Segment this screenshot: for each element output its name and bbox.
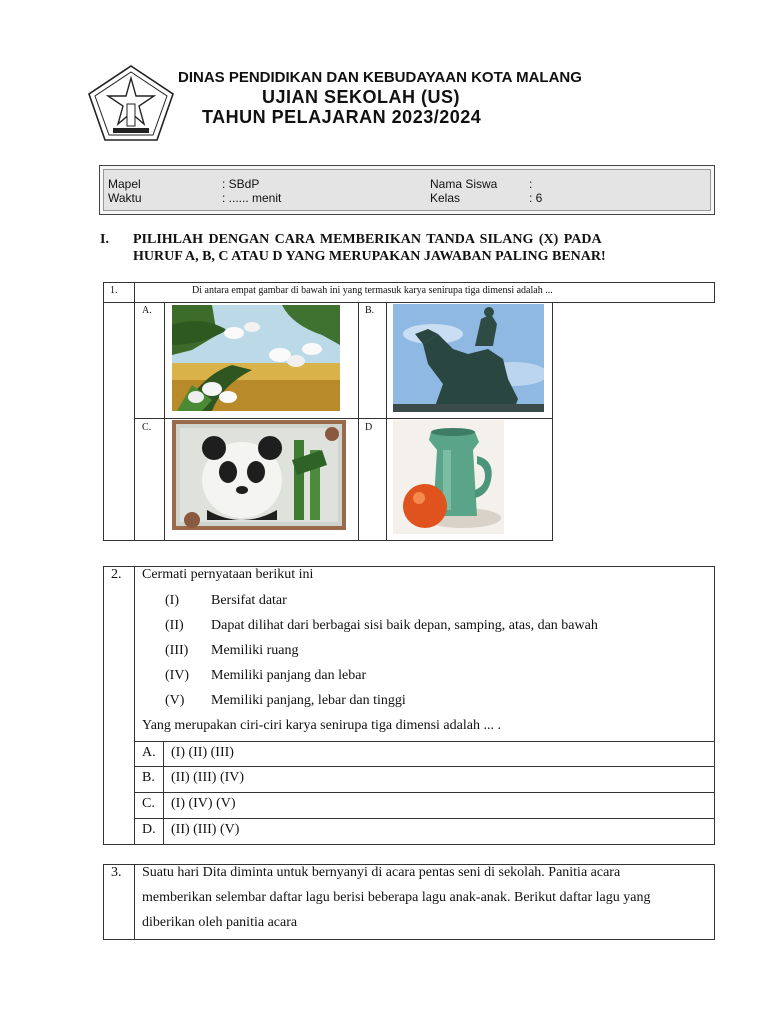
q3-number: 3. bbox=[111, 865, 122, 880]
kelas-value: : 6 bbox=[529, 191, 543, 205]
q3-line-2: memberikan selembar daftar lagu berisi beberapa lagu anak-anak. Berikut daftar lagu yang bbox=[142, 890, 651, 905]
nama-siswa-value: : bbox=[529, 177, 533, 191]
q2-intro: Cermati pernyataan berikut ini bbox=[142, 567, 314, 582]
q2-statement-1-text: Bersifat datar bbox=[211, 593, 287, 608]
q2-number: 2. bbox=[111, 567, 122, 582]
section-instruction-line1: PILIHLAH DENGAN CARA MEMBERIKAN TANDA SILANG (X) PADA bbox=[133, 232, 602, 247]
q2-option-c-text[interactable]: (I) (IV) (V) bbox=[171, 796, 236, 811]
q3-line-1: Suatu hari Dita diminta untuk bernyanyi di acara pentas seni di sekolah. Panitia acara bbox=[142, 865, 621, 880]
q2-option-a-text[interactable]: (I) (II) (III) bbox=[171, 745, 234, 760]
kelas-label: Kelas bbox=[430, 191, 461, 205]
q2-option-d-letter[interactable]: D. bbox=[142, 822, 156, 837]
q2-option-a-letter[interactable]: A. bbox=[142, 745, 156, 760]
q2-statement-2-num: (II) bbox=[165, 618, 184, 633]
horse-statue-icon[interactable] bbox=[393, 304, 544, 412]
painting-doves-icon[interactable] bbox=[172, 305, 340, 411]
q2-statement-1-num: (I) bbox=[165, 593, 179, 608]
q2-statement-4-text: Memiliki panjang dan lebar bbox=[211, 668, 367, 683]
q2-statement-3-text: Memiliki ruang bbox=[211, 643, 299, 658]
mapel-value: : SBdP bbox=[222, 177, 260, 191]
q1-option-d-letter[interactable]: D bbox=[365, 422, 373, 433]
q1-option-a-letter[interactable]: A. bbox=[142, 305, 152, 316]
nama-siswa-label: Nama Siswa bbox=[430, 177, 498, 191]
q2-option-b-text[interactable]: (II) (III) (IV) bbox=[171, 770, 245, 785]
section-number: I. bbox=[100, 232, 109, 247]
section-instruction-line2: HURUF A, B, C ATAU D YANG MERUPAKAN JAWABAN PALING BENAR! bbox=[133, 249, 606, 264]
q2-statement-2-text: Dapat dilihat dari berbagai sisi baik depan, samping, atas, dan bawah bbox=[211, 618, 598, 633]
header-agency: DINAS PENDIDIKAN DAN KEBUDAYAAN KOTA MALANG bbox=[178, 69, 582, 86]
waktu-value: : ...... menit bbox=[222, 191, 282, 205]
mapel-label: Mapel bbox=[108, 177, 141, 191]
q2-option-b-letter[interactable]: B. bbox=[142, 770, 155, 785]
q2-statement-3-num: (III) bbox=[165, 643, 189, 658]
q2-option-d-text[interactable]: (II) (III) (V) bbox=[171, 822, 240, 837]
q1-number: 1. bbox=[110, 285, 118, 296]
q2-statement-5-num: (V) bbox=[165, 693, 185, 708]
q2-option-c-letter[interactable]: C. bbox=[142, 796, 155, 811]
q2-statement-5-text: Memiliki panjang, lebar dan tinggi bbox=[211, 693, 406, 708]
city-emblem-icon bbox=[87, 64, 175, 142]
still-life-jug-icon[interactable] bbox=[393, 420, 504, 534]
student-info-box bbox=[99, 165, 715, 215]
panda-mosaic-icon[interactable] bbox=[172, 420, 346, 530]
waktu-label: Waktu bbox=[108, 191, 142, 205]
q1-option-b-letter[interactable]: B. bbox=[365, 305, 375, 316]
header-school-year: TAHUN PELAJARAN 2023/2024 bbox=[202, 107, 482, 127]
q1-text: Di antara empat gambar di bawah ini yang termasuk karya senirupa tiga dimensi adalah ... bbox=[192, 285, 553, 296]
q2-statement-4-num: (IV) bbox=[165, 668, 190, 683]
q2-question: Yang merupakan ciri-ciri karya senirupa tiga dimensi adalah ... . bbox=[142, 718, 501, 733]
q3-line-3: diberikan oleh panitia acara bbox=[142, 915, 298, 930]
q1-option-c-letter[interactable]: C. bbox=[142, 422, 152, 433]
header-exam-title: UJIAN SEKOLAH (US) bbox=[262, 87, 461, 107]
